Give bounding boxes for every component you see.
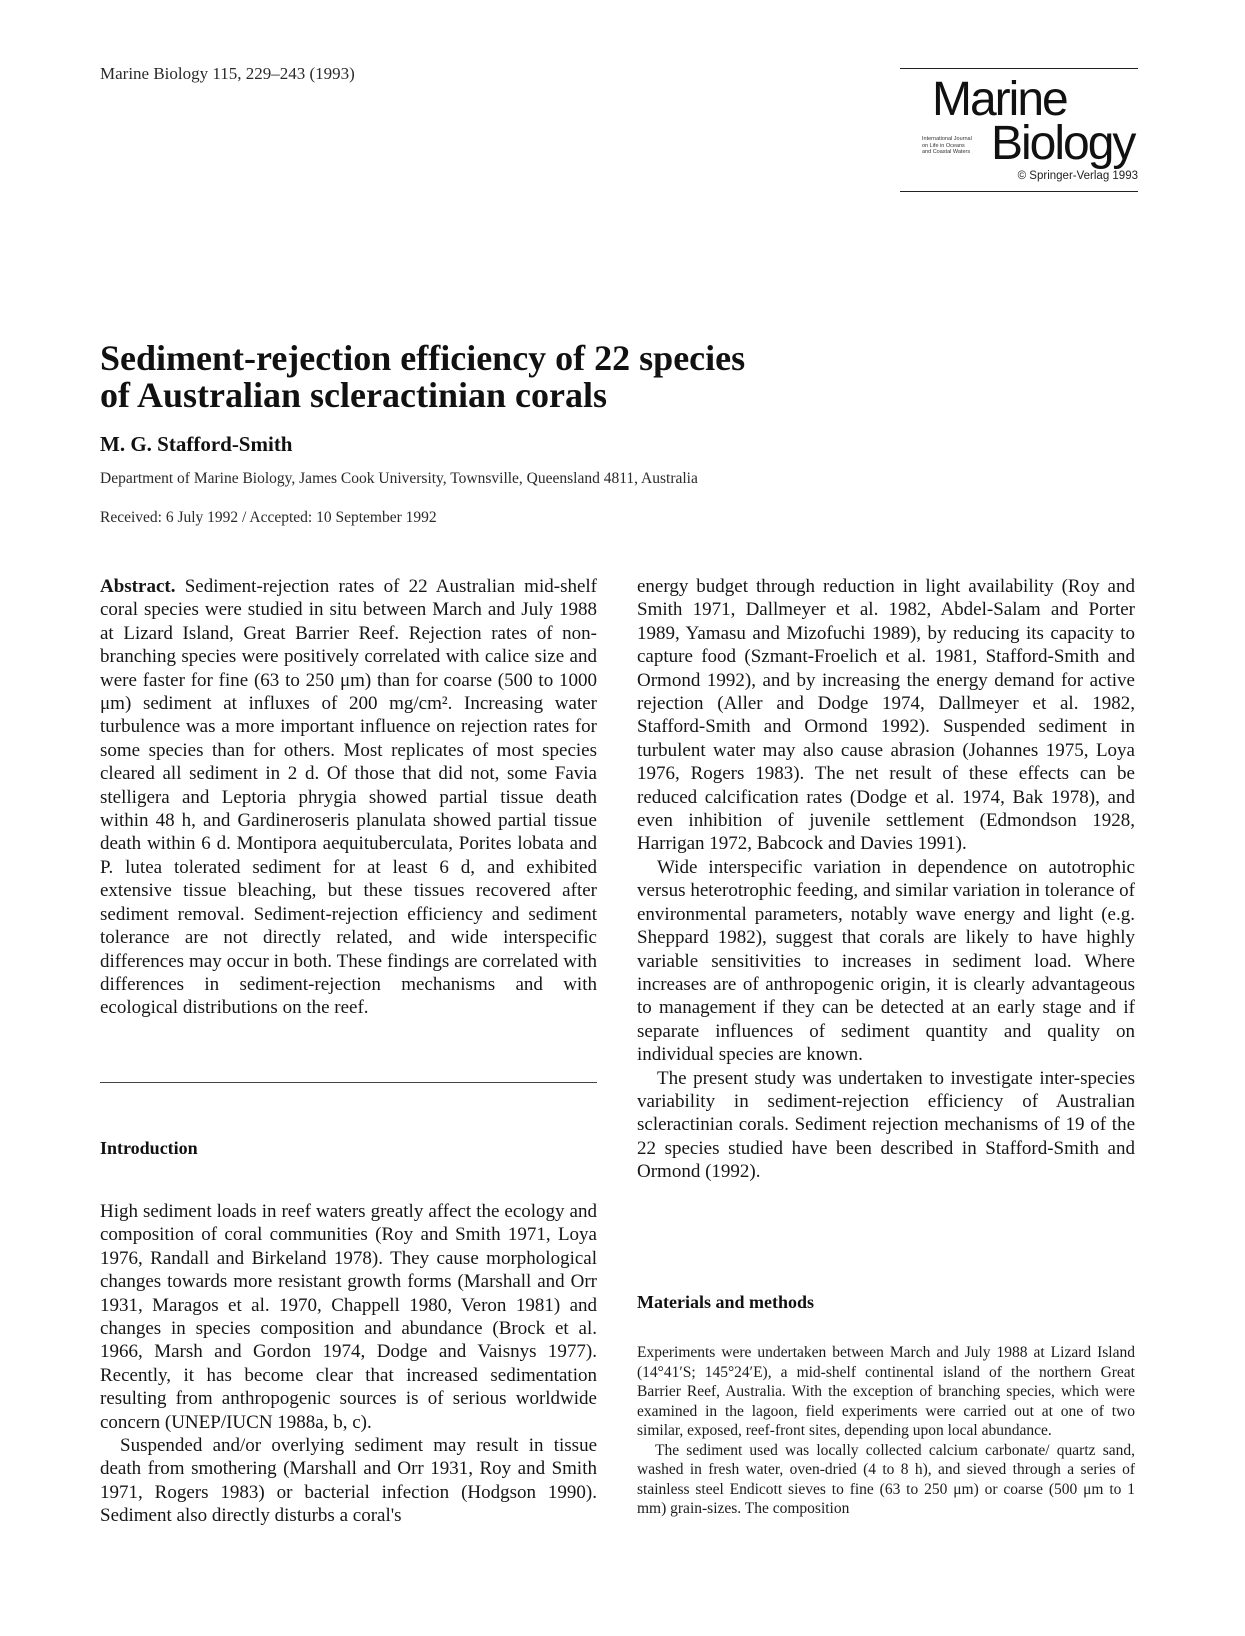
introduction-paragraph: Suspended and/or overlying sediment may result in tissue death from smothering (Marshall and Orr 1931, Roy and Smith 1971, Rogers 1983) or bacterial infection (Hodgson 1990). Sediment also directly disturbs a coral's	[100, 1435, 597, 1527]
abstract-text: Sediment-rejection rates of 22 Australian mid-shelf coral species were studied in situ between March and July 1988 at Lizard Island, Great Barrier Reef. Rejection rates of non-branching species were positively correlated with calice size and were faster for fine (63 to 250 μm) than for coarse (500 to 1000 μm) sediment at influxes of 200 mg/cm². Increasing water turbulence was a more important influence on rejection rates for some species than for others. Most replicates of most species cleared all sediment in 2 d. Of those that did not, some Favia stelligera and Leptoria phrygia showed partial tissue death within 48 h, and Gardineroseris planulata showed partial tissue death within 6 d. Montipora aequituberculata, Porites lobata and P. lutea tolerated sediment for at least 6 d, and exhibited extensive tissue bleaching, but these tissues recovered after sediment removal. Sediment-rejection efficiency and sediment tolerance are not directly related, and wide interspecific differences may occur in both. These findings are correlated with differences in sediment-rejection mechanisms and with ecological distributions on the reef.	[100, 576, 598, 1019]
journal-logo	[900, 68, 1138, 188]
article-title-line: of Australian scleractinian corals	[100, 375, 607, 415]
article-title	[100, 340, 1000, 414]
introduction-paragraph: Wide interspecific variation in dependence on autotrophic versus heterotrophic feeding, and similar variation in tolerance of environmental parameters, notably wave energy and light (e.g. Sheppard 1982), suggest that corals are likely to have highly variable sensitivities to increases in sediment load. Where increases are of anthropogenic origin, it is clearly advantageous to management if they can be detected at an early stage and if separate influences of sediment quantity and quality on individual species are known.	[637, 856, 1135, 1066]
introduction-paragraph: energy budget through reduction in light availability (Roy and Smith 1971, Dallmeyer et al. 1982, Abdel-Salam and Porter 1989, Yamasu and Mizofuchi 1989), by reducing its capacity to capture food (Szmant-Froelich et al. 1981, Stafford-Smith and Ormond 1992), and by increasing the energy demand for active rejection (Aller and Dodge 1974, Dallmeyer et al. 1982, Stafford-Smith and Ormond 1992). Suspended sediment in turbulent water may also cause abrasion (Johannes 1975, Loya 1976, Rogers 1983). The net result of these effects can be reduced calcification rates (Dodge et al. 1974, Bak 1978), and even inhibition of juvenile settlement (Edmondson 1928, Harrigan 1972, Babcock and Davies 1991).	[637, 576, 1135, 855]
abstract-divider	[100, 1082, 597, 1083]
logo-rule-bottom	[900, 191, 1138, 192]
methods-paragraph: Experiments were undertaken between March and July 1988 at Lizard Island (14°41′S; 145°24′E), a mid-shelf continental island of the northern Great Barrier Reef, Australia. With the exception of branching species, which were examined in the lagoon, field experiments were carried out at one of two similar, exposed, reef-front sites, depending upon local abundance.	[637, 1344, 1135, 1439]
methods-heading: Materials and methods	[637, 1292, 814, 1312]
author-affiliation: Department of Marine Biology, James Cook University, Townsville, Queensland 4811, Australia	[100, 470, 698, 487]
methods-paragraph: The sediment used was locally collected calcium carbonate/ quartz sand, washed in fresh water, oven-dried (4 to 8 h), and sieved through a series of stainless steel Endicott sieves to fine (63 to 250 μm) or coarse (500 μm to 1 mm) grain-sizes. The composition	[637, 1441, 1135, 1517]
logo-subtitle-line: International Journal	[922, 136, 972, 142]
introduction-heading: Introduction	[100, 1138, 198, 1158]
logo-rule-top	[900, 68, 1138, 69]
methods-section	[637, 1343, 1135, 1519]
introduction-right-column	[637, 575, 1135, 1184]
logo-subtitle-line: on Life in Oceans	[922, 142, 965, 149]
logo-word-biology: Biology	[991, 117, 1135, 170]
article-title-line: Sediment-rejection efficiency of 22 species	[100, 338, 746, 378]
logo-copyright: © Springer-Verlag 1993	[1017, 170, 1138, 182]
introduction-paragraph: High sediment loads in reef waters greatly affect the ecology and composition of coral communities (Roy and Smith 1971, Loya 1976, Randall and Birkeland 1978). They cause morphological changes towards more resistant growth forms (Marshall and Orr 1931, Maragos et al. 1970, Chappell 1980, Veron 1981) and changes in species composition and abundance (Brock et al. 1966, Marsh and Gordon 1974, Dodge and Vaisnys 1977). Recently, it has become clear that increased sedimentation resulting from anthropogenic sources is of serious worldwide concern (UNEP/IUCN 1988a, b, c).	[100, 1201, 597, 1433]
logo-subtitle	[922, 136, 992, 156]
abstract	[100, 575, 597, 1020]
abstract-label: Abstract.	[100, 576, 176, 597]
article-dates: Received: 6 July 1992 / Accepted: 10 September 1992	[100, 509, 437, 526]
introduction-left-column	[100, 1200, 597, 1528]
article-author: M. G. Stafford-Smith	[100, 432, 293, 456]
journal-reference: Marine Biology 115, 229–243 (1993)	[100, 64, 355, 83]
logo-subtitle-line: and Coastal Waters	[922, 149, 971, 155]
introduction-paragraph: The present study was undertaken to investigate inter-species variability in sediment-rejection efficiency of Australian scleractinian corals. Sediment rejection mechanisms of 19 of the 22 species studied have been described in Stafford-Smith and Ormond (1992).	[637, 1067, 1135, 1183]
abstract-paragraph	[100, 575, 597, 1020]
logo-word-marine: Marine	[932, 73, 1067, 126]
